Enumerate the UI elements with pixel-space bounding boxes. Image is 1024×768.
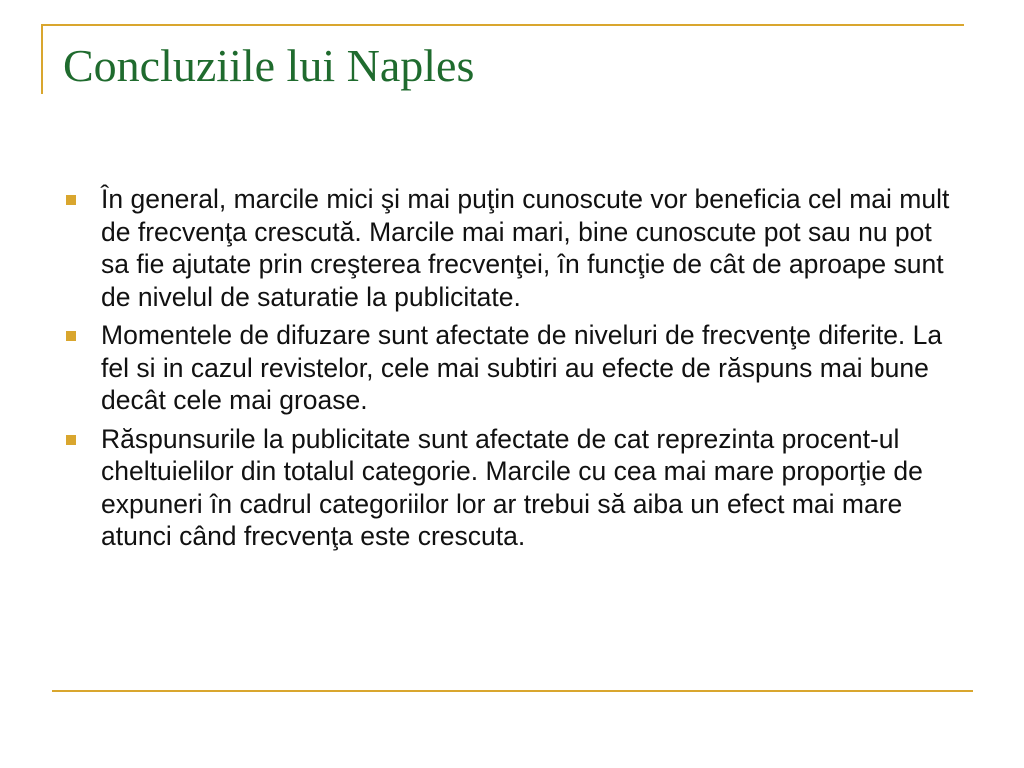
frame-bottom-rule <box>52 690 973 692</box>
square-bullet-icon <box>66 195 76 205</box>
bullet-list <box>66 183 966 559</box>
bullet-item <box>66 183 966 313</box>
square-bullet-icon <box>66 331 76 341</box>
bullet-item <box>66 423 966 553</box>
frame-top-rule <box>41 24 964 26</box>
bullet-text: Răspunsurile la publicitate sunt afectate de cat reprezinta procent-ul cheltuielilor din totalul categorie. Marcile cu cea mai mare proporţie de expuneri în cadrul categoriilor lor ar trebui să aiba un efect mai mare atunci când frecvenţa este crescuta. <box>101 423 923 551</box>
bullet-item <box>66 319 966 417</box>
bullet-text: Momentele de difuzare sunt afectate de niveluri de frecvenţe diferite. La fel si in cazul revistelor, cele mai subtiri au efecte de răspuns mai bune decât cele mai groase. <box>101 320 943 415</box>
frame-left-rule <box>41 24 43 94</box>
bullet-text: În general, marcile mici şi mai puţin cunoscute vor beneficia cel mai mult de frecvenţa crescută. Marcile mai mari, bine cunoscute pot sau nu pot sa fie ajutate prin creşterea frecvenţei, în funcţie de cât de aproape sunt de nivelul de saturatie la publicitate. <box>101 184 950 312</box>
slide-title: Concluziile lui Naples <box>63 40 475 91</box>
square-bullet-icon <box>66 435 76 445</box>
